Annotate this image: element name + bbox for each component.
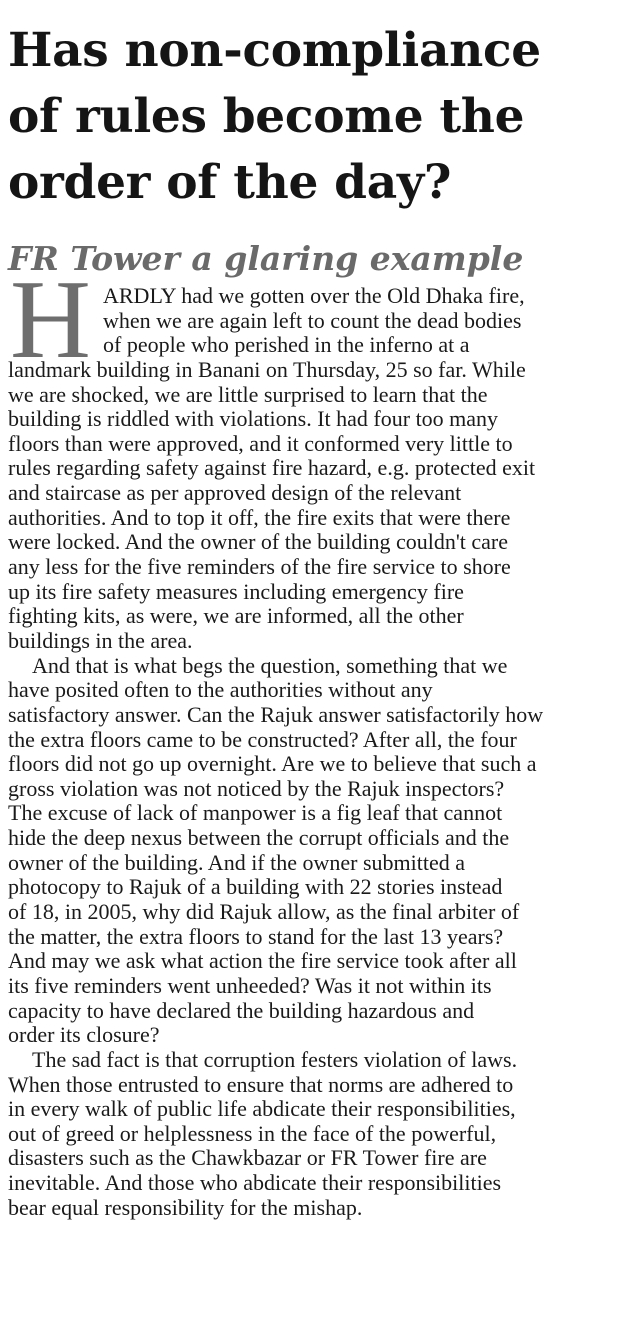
- subheadline: FR Tower a glaring example: [8, 239, 524, 278]
- text-line: capacity to have declared the building hazardous and: [8, 997, 475, 1023]
- text-line: satisfactory answer. Can the Rajuk answer satisfactorily how: [8, 701, 544, 727]
- text-line: disasters such as the Chawkbazar or FR Tower fire are: [8, 1145, 487, 1171]
- text-line: landmark building in Banani on Thursday, 25 so far. While: [8, 356, 526, 382]
- text-line: order its closure?: [8, 1022, 160, 1048]
- text-line: authorities. And to top it off, the fire exits that were there: [8, 504, 511, 530]
- text-line: owner of the building. And if the owner submitted a: [8, 849, 466, 875]
- text-line: when we are again left to count the dead bodies: [103, 307, 522, 333]
- drop-cap: H: [10, 258, 91, 382]
- headline-line: order of the day?: [8, 155, 452, 210]
- text-line: and staircase as per approved design of the relevant: [8, 480, 462, 506]
- text-line: And that is what begs the question, something that we: [32, 652, 508, 678]
- text-line: out of greed or helplessness in the face of the powerful,: [8, 1120, 497, 1146]
- text-line: gross violation was not noticed by the Rajuk inspectors?: [8, 775, 505, 801]
- text-line: bear equal responsibility for the mishap.: [8, 1194, 363, 1220]
- text-line: hide the deep nexus between the corrupt officials and the: [8, 825, 510, 851]
- text-line: its five reminders went unheeded? Was it not within its: [8, 972, 492, 998]
- text-line: the extra floors came to be constructed? After all, the four: [8, 726, 517, 752]
- text-line: up its fire safety measures including emergency fire: [8, 578, 464, 604]
- text-line: When those entrusted to ensure that norms are adhered to: [8, 1071, 514, 1097]
- text-line: photocopy to Rajuk of a building with 22 stories instead: [8, 874, 503, 900]
- text-line: any less for the five reminders of the fire service to shore: [8, 554, 511, 580]
- text-line: we are shocked, we are little surprised to learn that the: [8, 381, 488, 407]
- text-line: have posited often to the authorities without any: [8, 677, 433, 703]
- text-line: ARDLY had we gotten over the Old Dhaka fire,: [103, 283, 525, 308]
- text-line: fighting kits, as were, we are informed, all the other: [8, 603, 464, 629]
- text-line: were locked. And the owner of the building couldn't care: [8, 529, 509, 555]
- text-line: floors than were approved, and it conformed very little to: [8, 430, 513, 456]
- text-line: of people who perished in the inferno at a: [103, 332, 470, 358]
- text-line: floors did not go up overnight. Are we to believe that such a: [8, 751, 537, 777]
- text-line: The sad fact is that corruption festers violation of laws.: [32, 1046, 518, 1072]
- headline-line: Has non-compliance: [8, 23, 541, 78]
- headline-line: of rules become the: [8, 89, 525, 144]
- text-line: the matter, the extra floors to stand for the last 13 years?: [8, 923, 504, 949]
- text-line: The excuse of lack of manpower is a fig leaf that cannot: [8, 800, 503, 826]
- text-line: of 18, in 2005, why did Rajuk allow, as the final arbiter of: [8, 899, 520, 925]
- text-line: rules regarding safety against fire hazard, e.g. protected exit: [8, 455, 536, 481]
- paragraph-2: [8, 654, 630, 1048]
- text-line: And may we ask what action the fire service took after all: [8, 948, 517, 974]
- headline: [8, 18, 630, 216]
- text-line: buildings in the area.: [8, 627, 193, 653]
- text-line: inevitable. And those who abdicate their responsibilities: [8, 1170, 502, 1196]
- text-line: building is riddled with violations. It had four too many: [8, 406, 499, 432]
- text-line: in every walk of public life abdicate their responsibilities,: [8, 1096, 516, 1122]
- paragraph-3: [8, 1048, 630, 1220]
